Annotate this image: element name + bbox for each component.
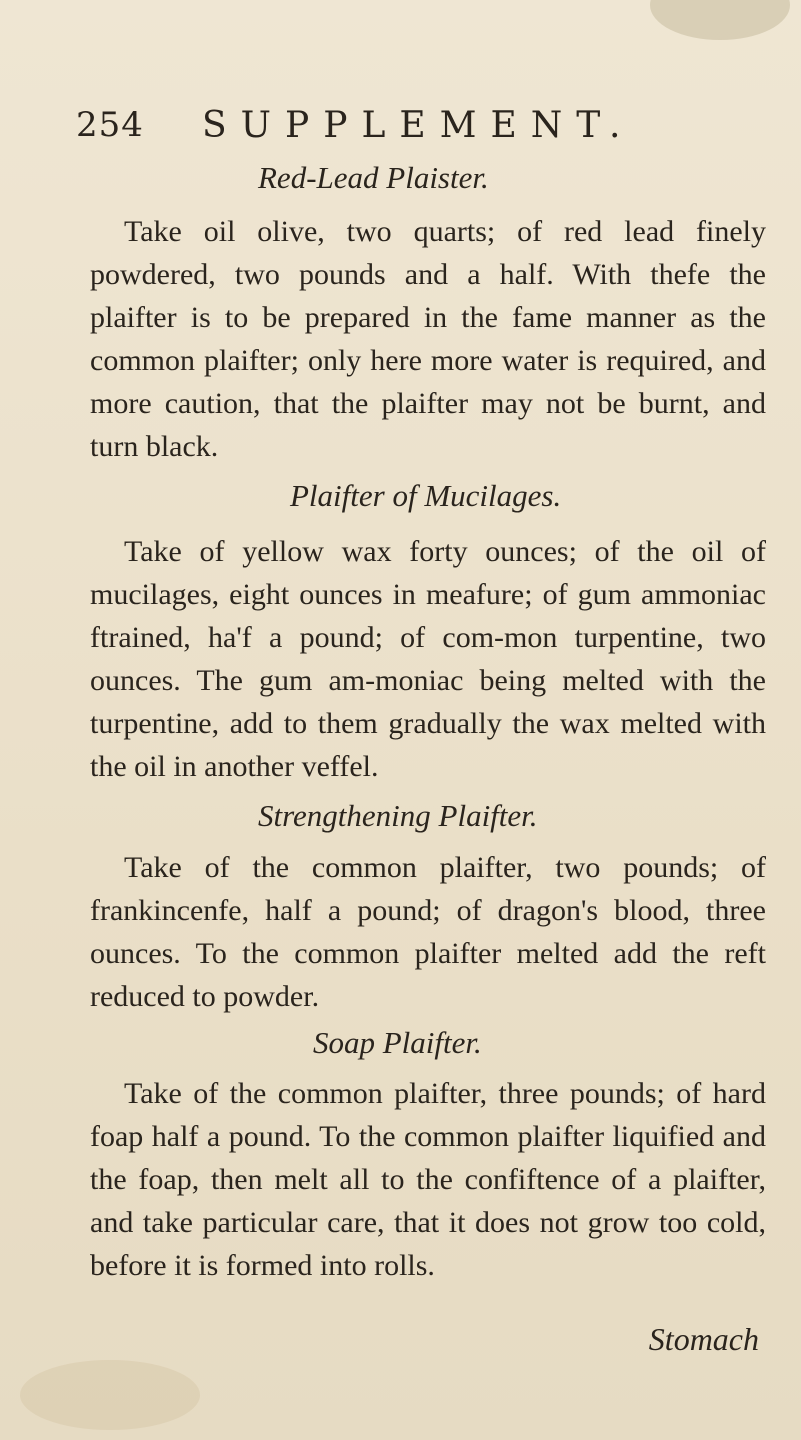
section-body: Take of the common plaifter, three pounds; of hard foap half a pound. To the common plaifter liquified and the foap, then melt all to the confiftence of a plaifter, and take particular care, that it does not grow too cold, before it is formed into rolls. xyxy=(90,1077,766,1282)
running-head: SUPPLEMENT. xyxy=(202,105,635,146)
section-body: Take oil olive, two quarts; of red lead finely powdered, two pounds and a half. With thefe the plaifter is to be prepared in the fame manner as the common plaifter; only here more water is required, and more caution, that the plaifter may not be burnt, and turn black. xyxy=(90,215,766,463)
paper-stain xyxy=(20,1360,200,1430)
section-title: Plaifter of Mucilages. xyxy=(290,478,562,513)
paper-stain xyxy=(650,0,790,40)
catchword: Stomach xyxy=(648,1321,759,1357)
page-header xyxy=(76,105,766,145)
section-title: Red-Lead Plaister. xyxy=(258,160,489,195)
section-title: Strengthening Plaifter. xyxy=(258,798,538,833)
section-title: Soap Plaifter. xyxy=(313,1025,482,1060)
section-body: Take of the common plaifter, two pounds; of frankincenfe, half a pound; of dragon's blood, three ounces. To the common plaifter melted add the reft reduced to powder. xyxy=(90,851,766,1013)
section-body: Take of yellow wax forty ounces; of the oil of mucilages, eight ounces in meafure; of gum ammoniac ftrained, ha'f a pound; of com-mon turpentine, two ounces. The gum am-moniac being melted with the turpentine, add to them gradually the wax melted with the oil in another veffel. xyxy=(90,535,766,783)
page-number: 254 xyxy=(76,105,144,145)
